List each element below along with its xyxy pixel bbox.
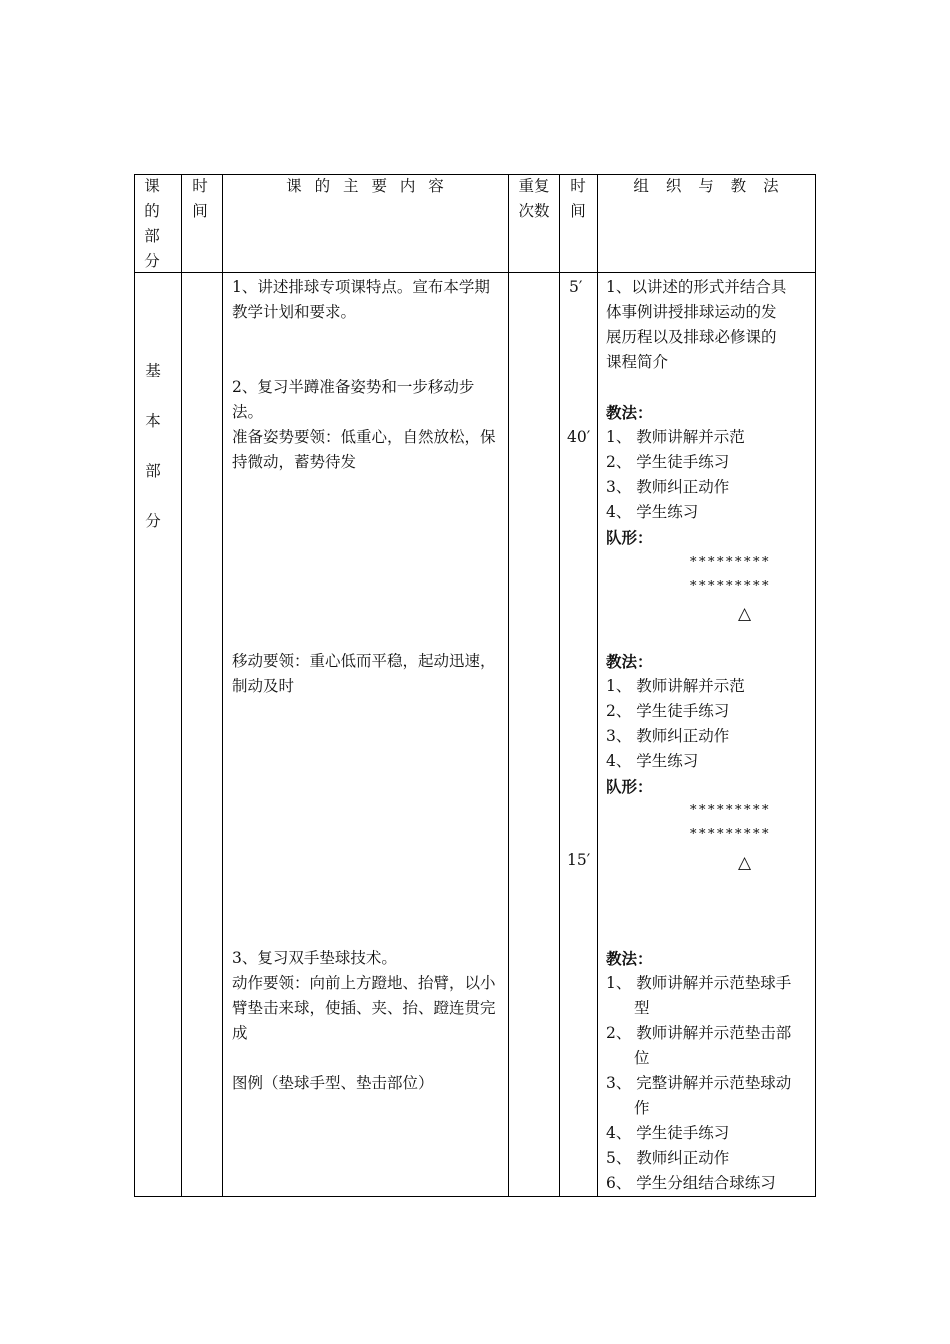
- header-time: 时 间: [192, 177, 208, 220]
- time-value: 15′: [567, 851, 591, 869]
- content-legend: 图例（垫球手型、垫击部位）: [232, 1074, 434, 1092]
- col-divider: [508, 174, 509, 1197]
- content-move-points: 移动要领：重心低而平稳，起动迅速， 制动及时: [232, 652, 496, 695]
- formation-stars-row: *********: [690, 579, 771, 594]
- col-divider: [222, 174, 223, 1197]
- table-border-right: [815, 174, 816, 1197]
- lesson-plan-table: [134, 174, 816, 1197]
- col-divider: [181, 174, 182, 1197]
- formation-stars-row: *********: [690, 555, 771, 570]
- formation-stars-row: *********: [690, 827, 771, 842]
- method-label: 教法：: [606, 652, 653, 671]
- header-divider: [134, 272, 816, 273]
- section-label: 基 本 部 分: [145, 362, 161, 530]
- time-value: 40′: [567, 428, 591, 446]
- table-border-bottom: [134, 1196, 816, 1197]
- content-item-3: 3、复习双手垫球技术。 动作要领：向前上方蹬地、抬臂，以小 臂垫击来球，使插、夹、抬、蹬连贯完 成: [232, 949, 496, 1042]
- content-item-1: 1、讲述排球专项课特点。宣布本学期 教学计划和要求。: [232, 278, 490, 321]
- header-method: 组 织 与 教 法: [633, 177, 779, 195]
- header-time2: 时 间: [570, 177, 586, 220]
- col-divider: [559, 174, 560, 1197]
- formation-stars-row: *********: [690, 803, 771, 818]
- method-intro: 1、以讲述的形式并结合具 体事例讲授排球运动的发 展历程以及排球必修课的 课程简介: [606, 278, 787, 371]
- method-label: 教法：: [606, 403, 653, 422]
- header-content: 课 的 主 要 内 容: [286, 177, 444, 195]
- method-steps-c: 1、 教师讲解并示范垫球手 型 2、 教师讲解并示范垫击部 位 3、 完整讲解并示范垫球动 作 4、 学生徒手练习 5、 教师纠正动作 6、 学生分组结合球练习: [606, 974, 792, 1192]
- header-repeat: 重复 次数: [518, 177, 550, 220]
- method-steps-a: 1、 教师讲解并示范 2、 学生徒手练习 3、 教师纠正动作 4、 学生练习: [606, 428, 745, 521]
- time-value: 5′: [569, 278, 583, 296]
- formation-label: 队形：: [606, 777, 653, 796]
- teacher-triangle-icon: △: [738, 604, 752, 624]
- formation-label: 队形：: [606, 528, 653, 547]
- teacher-triangle-icon: △: [738, 853, 752, 873]
- method-steps-b: 1、 教师讲解并示范 2、 学生徒手练习 3、 教师纠正动作 4、 学生练习: [606, 677, 745, 770]
- method-label: 教法：: [606, 949, 653, 968]
- header-part: 课 的 部 分: [144, 177, 160, 270]
- col-divider: [134, 174, 135, 1197]
- content-item-2: 2、复习半蹲准备姿势和一步移动步 法。 准备姿势要领：低重心，自然放松，保 持微动，蓄势待发: [232, 378, 496, 471]
- col-divider: [597, 174, 598, 1197]
